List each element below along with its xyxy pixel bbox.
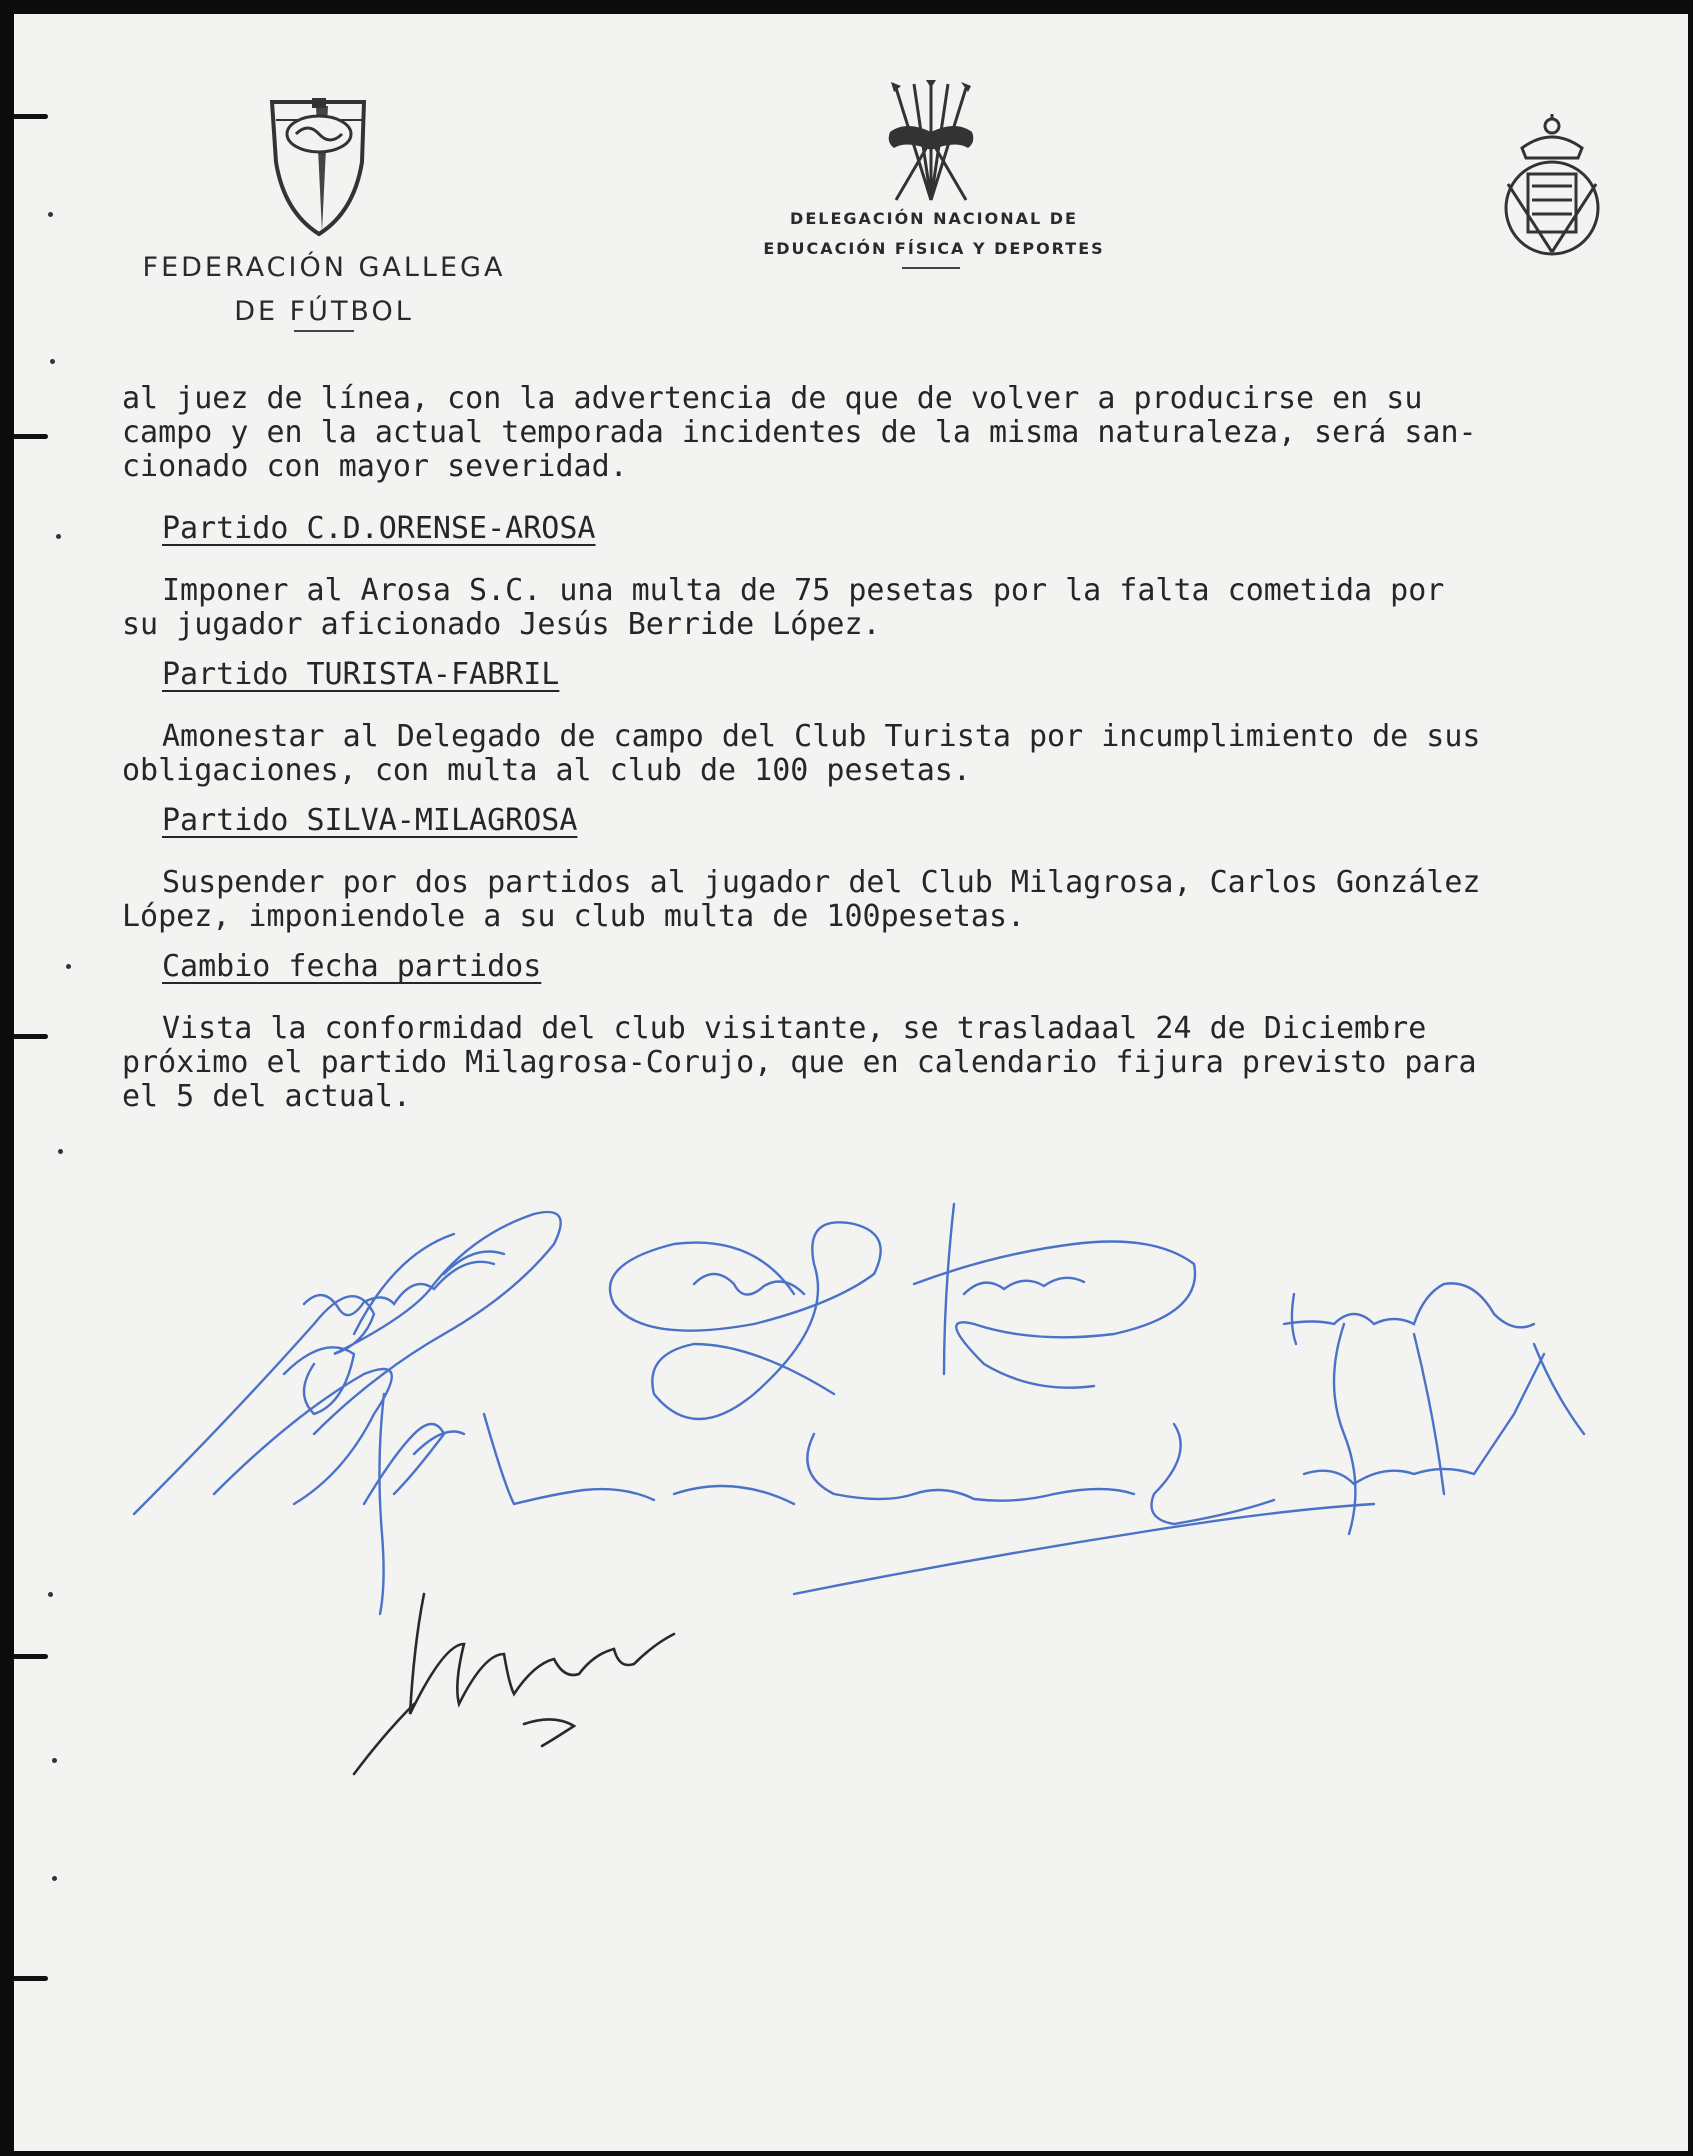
punch-hole-mark — [14, 1976, 48, 1981]
edge-speck — [52, 1876, 57, 1881]
section-line: Vista la conformidad del club visitante, se trasladaal 24 de Diciembre — [162, 1011, 1427, 1046]
signature-scribble — [484, 1414, 654, 1504]
signature-scribble — [1334, 1324, 1444, 1534]
signature-scribble — [354, 1704, 414, 1774]
yoke-arrows-emblem-icon — [876, 80, 986, 210]
signature-scribble — [964, 1278, 1084, 1294]
section-line: Amonestar al Delegado de campo del Club Turista por incumplimiento de sus — [162, 719, 1481, 754]
signature-scribble — [610, 1222, 881, 1419]
federation-name-line2: DE FÚTBOL — [234, 296, 414, 327]
intro-line: al juez de línea, con la advertencia de que de volver a producirse en su — [122, 381, 1423, 416]
federation-name-line1: FEDERACIÓN GALLEGA — [142, 252, 506, 283]
intro-line: campo y en la actual temporada incidentes de la misma naturaleza, será san- — [122, 415, 1477, 450]
punch-hole-mark — [14, 114, 48, 119]
edge-speck — [58, 1149, 63, 1154]
section-line: el 5 del actual. — [122, 1079, 411, 1114]
section-line: su jugador aficionado Jesús Berride López. — [122, 607, 881, 642]
section-line: López, imponiendole a su club multa de 100pesetas. — [122, 899, 1026, 934]
federation-rule — [294, 330, 354, 332]
signature-scribble — [914, 1204, 1195, 1388]
edge-speck — [52, 1758, 57, 1763]
section-line: obligaciones, con multa al club de 100 pesetas. — [122, 753, 971, 788]
delegation-rule — [902, 267, 960, 269]
intro-line: cionado con mayor severidad. — [122, 449, 628, 484]
signatures-block — [114, 1174, 1634, 1794]
signature-scribble — [1284, 1283, 1534, 1344]
edge-speck — [48, 1592, 53, 1597]
edge-speck — [50, 359, 55, 364]
punch-hole-mark — [14, 1034, 48, 1039]
delegation-name-line2: EDUCACIÓN FÍSICA Y DEPORTES — [763, 239, 1105, 258]
delegation-name-line1: DELEGACIÓN NACIONAL DE — [790, 209, 1078, 228]
section-heading-silva-milagrosa: Partido SILVA-MILAGROSA — [162, 803, 578, 838]
section-heading-orense-arosa: Partido C.D.ORENSE-AROSA — [162, 511, 596, 546]
section-line: próximo el partido Milagrosa-Corujo, que en calendario fijura previsto para — [122, 1045, 1477, 1080]
signature-scribble — [807, 1434, 1134, 1501]
signature-scribble — [379, 1394, 384, 1614]
edge-speck — [48, 212, 53, 217]
section-heading-turista-fabril: Partido TURISTA-FABRIL — [162, 657, 560, 692]
edge-speck — [56, 534, 61, 539]
delegation-name — [704, 204, 1164, 264]
signature-scribble — [354, 1234, 504, 1334]
edge-speck — [66, 964, 71, 969]
punch-hole-mark — [14, 434, 48, 439]
section-line: Suspender por dos partidos al jugador del Club Milagrosa, Carlos González — [162, 865, 1481, 900]
signature-scribble — [674, 1424, 1274, 1524]
federation-crest-icon — [264, 92, 374, 242]
signature-scribble — [524, 1719, 574, 1746]
document-body — [122, 382, 1662, 1114]
punch-hole-mark — [14, 1654, 48, 1659]
section-heading-cambio-fecha: Cambio fecha partidos — [162, 949, 542, 984]
signature-scribble — [410, 1594, 674, 1714]
document-page — [14, 14, 1688, 2151]
federation-name — [104, 246, 544, 334]
royal-crown-crest-icon — [1494, 96, 1610, 256]
signature-scribble — [134, 1212, 561, 1514]
section-line: Imponer al Arosa S.C. una multa de 75 pesetas por la falta cometida por — [162, 573, 1445, 608]
signature-scribble — [794, 1504, 1374, 1594]
